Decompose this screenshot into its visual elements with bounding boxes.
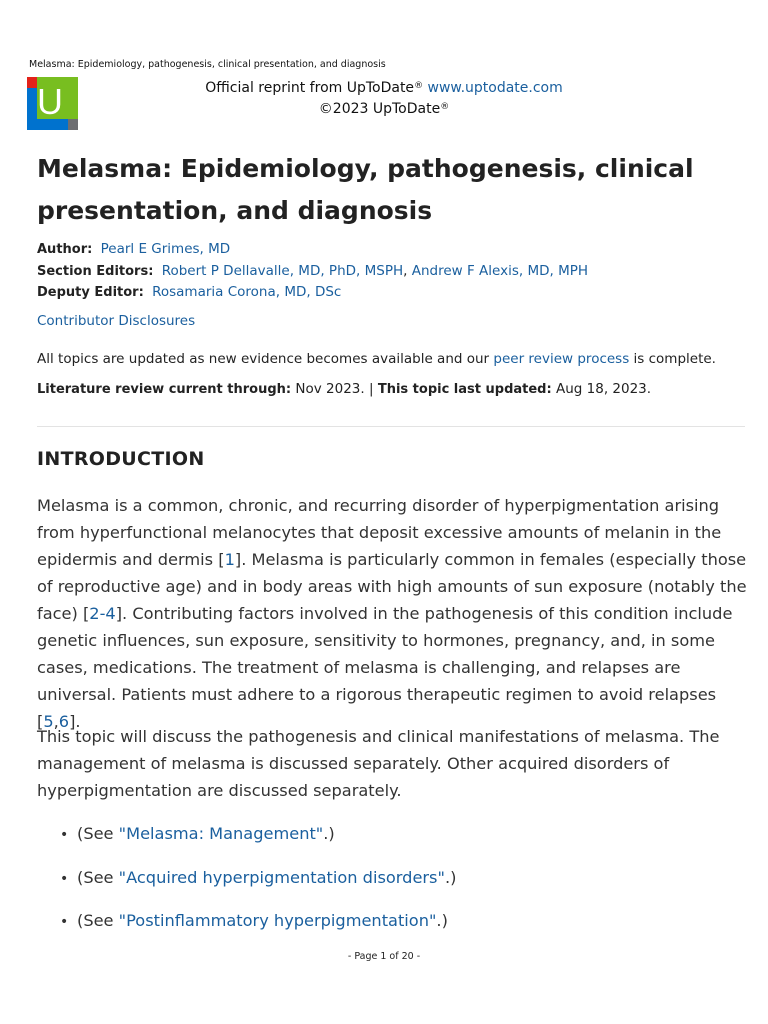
acquired-hyperpigmentation-link[interactable]: "Acquired hyperpigmentation disorders" (118, 867, 445, 887)
notice-text: All topics are updated as new evidence becomes available and our (37, 351, 494, 367)
section-editors-label: Section Editors: (37, 263, 154, 279)
para-text: ]. (69, 712, 81, 731)
deputy-editor-row (37, 282, 588, 304)
reference-separator: , (53, 712, 59, 731)
list-item (60, 907, 456, 951)
para-text: ]. Contributing factors involved in the pathogenesis of this condition include genetic influences, sun exposure, sensitivity to hormones, pregnancy, and, in some cases, medications. The treatment of melasma is challenging, and relapses are universal. Patients must adhere to a rigorous therapeutic regimen to avoid relapses [ (37, 604, 733, 731)
editor-separator: , (403, 262, 408, 279)
bullet-icon: • (60, 914, 69, 930)
see-suffix: .) (323, 824, 335, 843)
list-item (60, 820, 456, 864)
reference-link-1[interactable]: 1 (224, 550, 235, 569)
see-suffix: .) (436, 911, 448, 930)
lit-review-label: Literature review current through: (37, 382, 292, 397)
introduction-heading: INTRODUCTION (37, 448, 205, 470)
reprint-text: Official reprint from UpToDate (205, 80, 415, 96)
introduction-paragraph-2: This topic will discuss the pathogenesis and clinical manifestations of melasma. The management of melasma is discussed separately. Other acquired disorders of hyperpigmentation are discussed separately. (37, 727, 720, 800)
registered-mark-2: ® (440, 102, 450, 112)
deputy-editor-label: Deputy Editor: (37, 285, 144, 300)
reference-link-2-4[interactable]: 2-4 (89, 604, 116, 623)
author-link[interactable]: Pearl E Grimes, MD (100, 241, 231, 257)
reference-link-6[interactable]: 6 (58, 712, 70, 731)
see-suffix: .) (444, 867, 457, 887)
list-item (60, 864, 456, 908)
copyright-text: ©2023 UpToDate (318, 101, 441, 117)
bullet-icon: • (60, 870, 69, 887)
section-editors-row (37, 261, 588, 283)
melasma-management-link[interactable]: "Melasma: Management" (118, 824, 324, 843)
page-title: Melasma: Epidemiology, pathogenesis, clinical presentation, and diagnosis (37, 154, 694, 225)
reference-link-5[interactable]: 5 (43, 712, 54, 731)
contributor-disclosures-link[interactable]: Contributor Disclosures (37, 313, 196, 329)
deputy-editor-link[interactable]: Rosamaria Corona, MD, DSc (152, 284, 342, 300)
running-head: Melasma: Epidemiology, pathogenesis, clinical presentation, and diagnosis (29, 59, 386, 70)
peer-review-link[interactable]: peer review process (493, 351, 630, 367)
uptodate-website-link[interactable]: www.uptodate.com (427, 80, 563, 96)
section-editor-link-1[interactable]: Robert P Dellavalle, MD, PhD, MSPH (161, 262, 404, 279)
postinflammatory-hyperpigmentation-link[interactable]: "Postinflammatory hyperpigmentation" (118, 911, 437, 930)
update-notice (37, 351, 716, 367)
review-dates (37, 381, 651, 397)
authors-block (37, 239, 588, 304)
section-divider (37, 426, 745, 427)
logo-letter: U (37, 81, 63, 122)
last-updated-label: This topic last updated: (377, 382, 552, 397)
section-editor-link-2[interactable]: Andrew F Alexis, MD, MPH (411, 262, 589, 279)
author-row (37, 239, 588, 261)
introduction-paragraph-1 (37, 492, 749, 735)
last-updated-value: Aug 18, 2023. (551, 381, 652, 397)
page-number: - Page 1 of 20 - (347, 951, 421, 962)
see-prefix: (See (77, 911, 119, 930)
lit-review-value: Nov 2023. | (291, 381, 378, 397)
para-text: Melasma is a common, chronic, and recurring disorder of hyperpigmentation arising from hyperfunctional melanocytes that deposit excessive amounts of melanin in the epidermis and dermis [ (37, 496, 722, 569)
see-prefix: (See (77, 867, 119, 887)
author-label: Author: (37, 242, 93, 257)
reprint-notice (0, 78, 768, 120)
bullet-icon: • (60, 827, 69, 843)
para-text: ]. Melasma is particularly common in females (especially those of reproductive age) and in body areas with high amounts of sun exposure (notably the face) [ (37, 550, 747, 623)
notice-text-end: is complete. (629, 351, 716, 367)
registered-mark: ® (414, 81, 424, 91)
see-also-list (60, 820, 456, 951)
see-prefix: (See (77, 824, 119, 843)
